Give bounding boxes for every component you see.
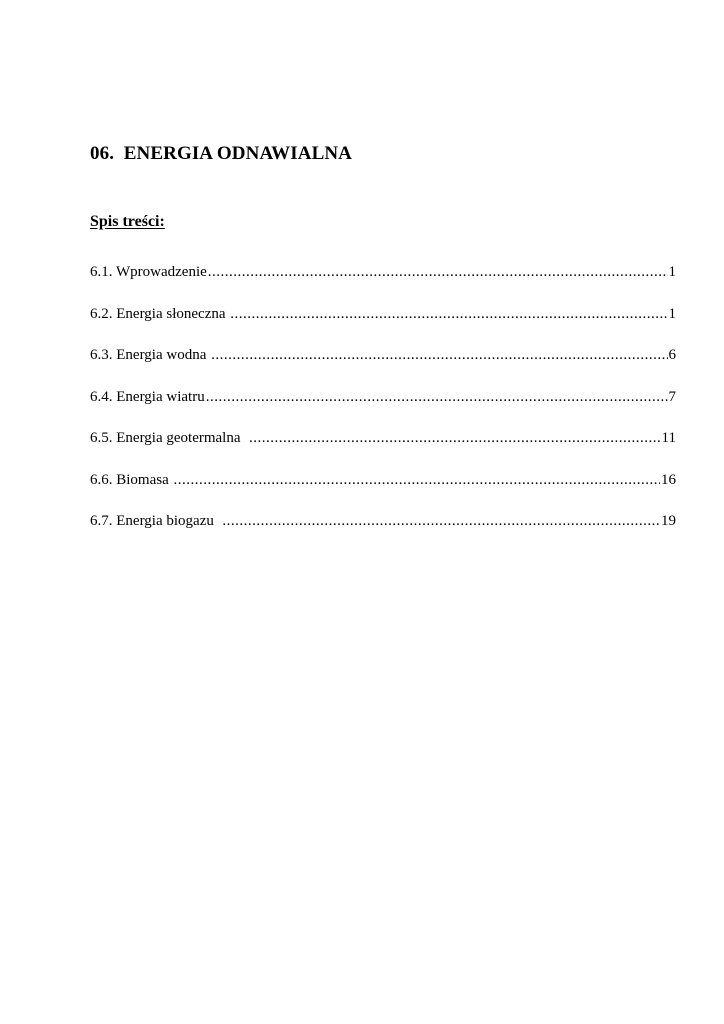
toc-entry-energia-wodna[interactable] [90,345,676,387]
toc-dot-leader [208,262,668,282]
toc-entry-energia-biogazu[interactable] [90,511,676,553]
toc-entry-label: 6.6. Biomasa [90,471,173,488]
chapter-title: 06. ENERGIA ODNAWIALNA [90,143,353,164]
toc-entry-energia-sloneczna[interactable] [90,304,676,346]
toc-entry-biomasa[interactable] [90,470,676,512]
toc-entry-wprowadzenie[interactable] [90,262,676,304]
toc-heading: Spis treści: [90,213,165,230]
toc-entry-label: 6.2. Energia słoneczna [90,305,230,322]
toc-page-number: 19 [661,513,676,529]
toc-page-number: 11 [661,430,676,446]
toc-page-number: 6 [668,347,676,363]
toc-page-number: 7 [668,388,676,405]
toc-dot-leader [222,511,660,531]
toc-dot-leader [206,387,668,407]
toc-dot-leader [249,428,661,448]
toc-entry-energia-geotermalna[interactable] [90,428,676,470]
toc-entry-energia-wiatru[interactable] [90,387,676,429]
toc-page-number: 1 [668,264,676,280]
toc-entry-label: 6.3. Energia wodna [90,347,211,363]
toc-page-number: 16 [661,471,676,488]
toc-dot-leader [230,304,667,324]
toc-dot-leader [174,470,661,490]
toc-entry-label: 6.5. Energia geotermalna [90,430,248,446]
toc-entry-label: 6.1. Wprowadzenie [90,264,207,280]
toc-dot-leader [211,345,667,365]
table-of-contents [90,262,676,553]
toc-entry-label: 6.4. Energia wiatru [90,388,205,405]
toc-entry-label: 6.7. Energia biogazu [90,513,222,529]
toc-page-number: 1 [668,305,676,322]
